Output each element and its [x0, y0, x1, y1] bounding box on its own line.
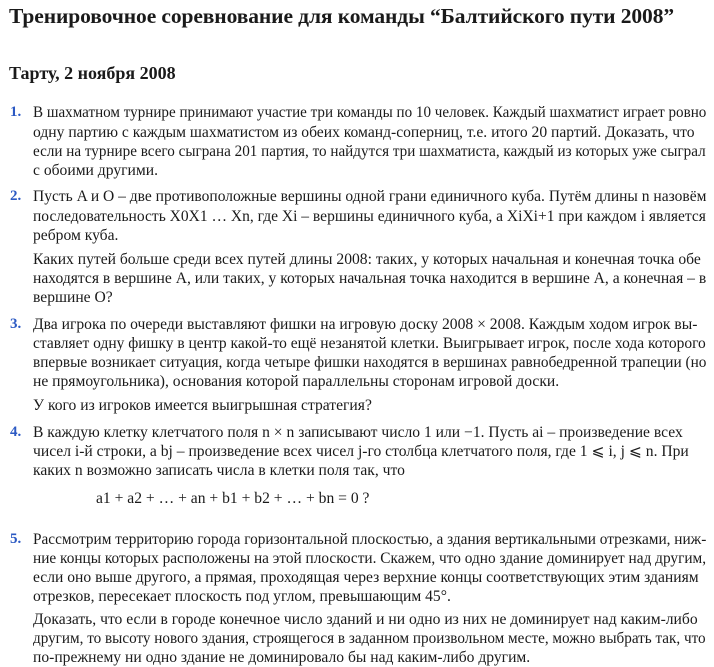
problem-1-line: если на турнире всего сыграна 201 партия, то найдутся три шахматиста, каждый из которых уже сыграл: [33, 143, 706, 160]
problem-5-line: другим, то высоту нового здания, строящегося в заданном произвольном месте, можно выбрать так, что: [33, 630, 706, 647]
problem-2-line: Каких путей больше среди всех путей длины 2008: таких, у которых начальная и конечная точка обе: [33, 251, 701, 268]
problem-3-line: ставляет одну фишку в центр какой-то ещё незанятой клетки. Выигрывает игрок, после хода которого: [33, 335, 706, 352]
problem-4-line: каких n возможно записать числа в клетки поля так, что: [33, 462, 405, 479]
problem-2-line: вершине O?: [33, 289, 113, 306]
problem-2-line: ребром куба.: [33, 227, 119, 244]
problem-5-line: если оно выше другого, а прямая, проходящая через верхние концы соответствующих этим зданиям: [33, 569, 699, 586]
problem-3-line: Два игрока по очереди выставляют фишки на игровую доску 2008 × 2008. Каждым ходом игрок вы-: [33, 316, 698, 333]
problem-number: 1.: [10, 104, 22, 120]
problem-5-line: ние концы которых расположены на этой плоскости. Скажем, что одно здание доминирует над другим,: [33, 550, 707, 567]
problem-3-line: впервые возникает ситуация, когда четыре фишки находятся в вершинах равнобедренной трапеции (но: [33, 354, 707, 371]
problem-4-line: чисел i-й строки, а bj – произведение всех чисел j-го столбца клетчатого поля, где 1 ⩽ i, j ⩽ n. При: [33, 443, 689, 460]
problem-1-line: В шахматном турнире принимают участие три команды по 10 человек. Каждый шахматист играет ровно: [33, 104, 707, 121]
problem-number: 3.: [10, 316, 22, 332]
problem-4-formula: a1 + a2 + … + an + b1 + b2 + … + bn = 0 ?: [96, 490, 370, 507]
problem-5-line: Рассмотрим территорию города горизонтальной плоскостью, а здания вертикальными отрезками, ниж-: [33, 531, 707, 548]
problem-5-line: Доказать, что если в городе конечное число зданий и ни одно из них не доминирует над каким-либо: [33, 611, 698, 628]
page-title: Тренировочное соревнование для команды “Балтийского пути 2008”: [9, 4, 674, 28]
problem-2-line: находятся в вершине A, или таких, у которых начальная точка находится в вершине A, а конечная – в: [33, 270, 707, 287]
problem-number: 4.: [10, 424, 22, 440]
problem-2-line: Пусть A и O – две противоположные вершины одной грани единичного куба. Путём длины n назовём: [33, 188, 707, 205]
page-subtitle: Тарту, 2 ноября 2008: [9, 63, 176, 83]
problem-number: 2.: [10, 188, 22, 204]
problem-2-line: последовательность X0X1 … Xn, где Xi – вершины единичного куба, а XiXi+1 при каждом i является: [33, 208, 706, 225]
problem-3-line: не прямоугольника), основания которой параллельны сторонам игровой доски.: [33, 373, 560, 390]
problem-number: 5.: [10, 531, 22, 547]
problem-3-line: У кого из игроков имеется выигрышная стратегия?: [33, 397, 372, 414]
problem-5-line: отрезков, пересекает плоскость под углом, превышающим 45°.: [33, 588, 451, 605]
problem-1-line: одну партию с каждым шахматистом из обеих команд-соперниц, т.е. итого 20 партий. Доказать, что: [33, 124, 695, 141]
problem-1-line: с обоими другими.: [33, 162, 158, 179]
problem-4-line: В каждую клетку клетчатого поля n × n записывают число 1 или −1. Пусть ai – произведение всех: [33, 424, 683, 441]
problem-5-line: по-прежнему ни одно здание не доминировало бы над каким-либо другим.: [33, 649, 531, 666]
